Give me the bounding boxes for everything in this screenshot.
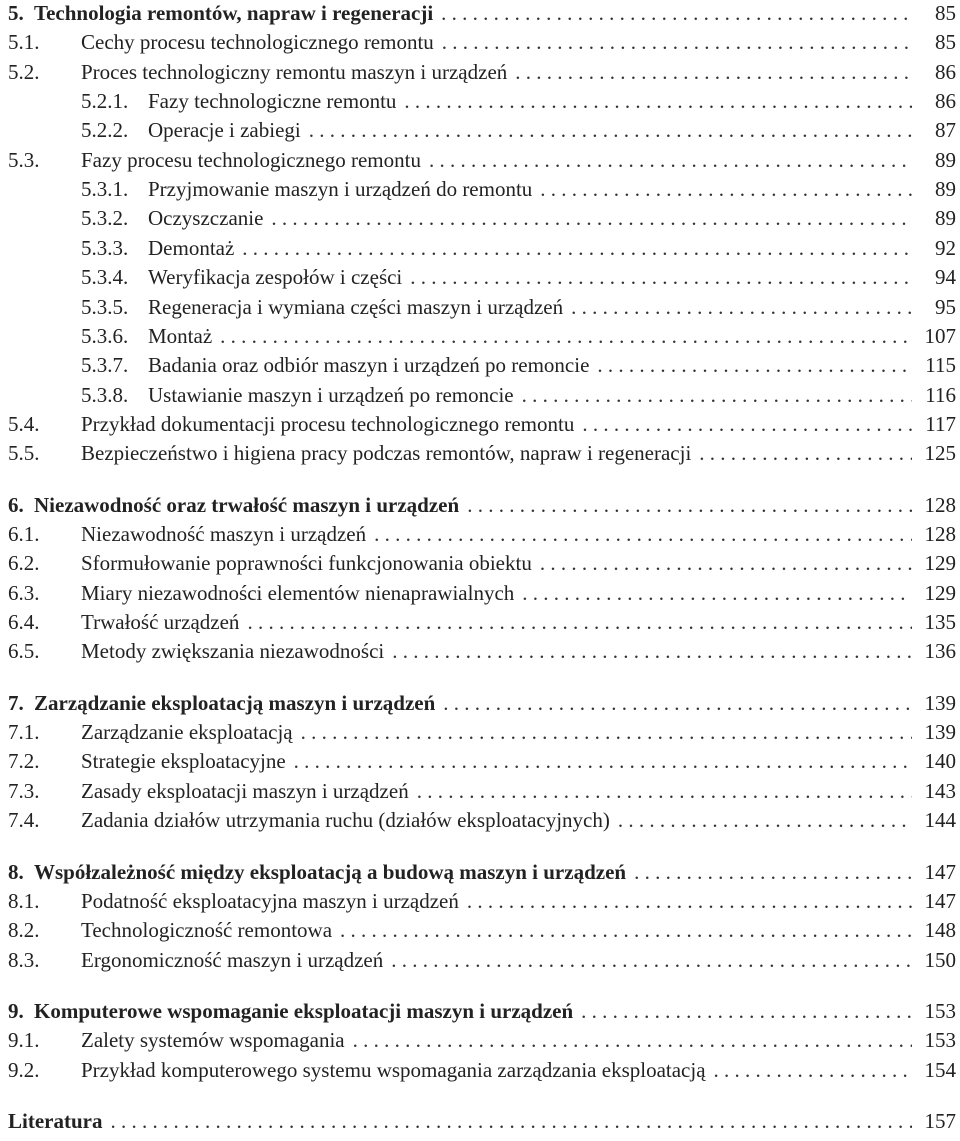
toc-page-number: 89 bbox=[935, 177, 956, 202]
toc-title: Regeneracja i wymiana części maszyn i urządzeń bbox=[148, 294, 564, 319]
toc-entry[interactable] bbox=[8, 351, 956, 379]
toc-title: Literatura bbox=[8, 1108, 103, 1133]
toc-title: Miary niezawodności elementów nienaprawialnych bbox=[81, 580, 515, 605]
toc-title: Metody zwiększania niezawodności bbox=[81, 639, 385, 664]
toc-page-number: 148 bbox=[924, 918, 956, 943]
toc-page-number: 116 bbox=[925, 382, 956, 407]
toc-page-number: 94 bbox=[935, 265, 956, 290]
toc-title: Technologia remontów, napraw i regeneracji bbox=[34, 1, 434, 25]
toc-page-number: 117 bbox=[925, 411, 956, 436]
dot-leader bbox=[443, 689, 912, 717]
toc-number: 6.2. bbox=[8, 551, 40, 576]
toc-title: Badania oraz odbiór maszyn i urządzeń po remoncie bbox=[148, 353, 590, 378]
dot-leader bbox=[714, 1056, 912, 1084]
toc-entry[interactable] bbox=[8, 87, 956, 115]
toc-title: Przykład komputerowego systemu wspomagania zarządzania eksploatacją bbox=[81, 1057, 706, 1082]
toc-number: 9.2. bbox=[8, 1057, 40, 1082]
toc-page-number: 144 bbox=[924, 808, 956, 833]
dot-leader bbox=[441, 0, 912, 27]
toc-title: Zasady eksploatacji maszyn i urządzeń bbox=[81, 778, 409, 803]
toc-title: Podatność eksploatacyjna maszyn i urządzeń bbox=[81, 888, 459, 913]
toc-entry[interactable] bbox=[8, 549, 956, 577]
dot-leader bbox=[110, 1107, 912, 1135]
toc-entry[interactable] bbox=[8, 58, 956, 86]
toc-number: 8. bbox=[8, 859, 24, 884]
toc-number: 7. bbox=[8, 690, 24, 715]
toc-entry[interactable] bbox=[8, 263, 956, 291]
toc-chapter[interactable] bbox=[8, 0, 956, 27]
dot-leader bbox=[442, 28, 912, 56]
toc-entry[interactable] bbox=[8, 1026, 956, 1054]
toc-entry[interactable] bbox=[8, 410, 956, 438]
toc-title: Bezpieczeństwo i higiena pracy podczas remontów, napraw i regeneracji bbox=[81, 441, 692, 466]
toc-page-number: 128 bbox=[924, 522, 956, 546]
dot-leader bbox=[353, 1026, 912, 1054]
toc-entry[interactable] bbox=[8, 946, 956, 974]
toc-page-number: 85 bbox=[935, 1, 956, 25]
dot-leader bbox=[618, 806, 912, 834]
toc-entry[interactable] bbox=[8, 887, 956, 915]
toc-title: Przyjmowanie maszyn i urządzeń do remontu bbox=[148, 177, 533, 202]
dot-leader bbox=[467, 887, 912, 915]
dot-leader bbox=[220, 322, 912, 350]
toc-number: 5.3.1. bbox=[81, 177, 129, 202]
toc-page-number: 107 bbox=[924, 323, 956, 348]
toc-entry[interactable] bbox=[8, 637, 956, 665]
toc-number: 6.3. bbox=[8, 580, 40, 605]
toc-page-number: 86 bbox=[935, 59, 956, 84]
toc-page-number: 85 bbox=[935, 30, 956, 55]
dot-leader bbox=[515, 58, 912, 86]
toc-title: Oczyszczanie bbox=[148, 206, 264, 231]
toc-entry[interactable] bbox=[8, 579, 956, 607]
dot-leader bbox=[540, 175, 912, 203]
toc-title: Zarządzanie eksploatacją bbox=[81, 720, 293, 745]
toc-number: 6. bbox=[8, 492, 24, 517]
toc-entry[interactable] bbox=[8, 1056, 956, 1084]
toc-page-number: 139 bbox=[924, 690, 956, 715]
dot-leader bbox=[429, 146, 912, 174]
dot-leader bbox=[309, 116, 912, 144]
toc-page-number: 153 bbox=[924, 1028, 956, 1053]
toc-number: 8.1. bbox=[8, 888, 40, 913]
toc-number: 5.4. bbox=[8, 411, 40, 436]
toc-number: 7.2. bbox=[8, 749, 40, 774]
toc-entry[interactable] bbox=[8, 116, 956, 144]
toc-title: Komputerowe wspomaganie eksploatacji maszyn i urządzeń bbox=[34, 998, 574, 1023]
toc-entry[interactable] bbox=[8, 718, 956, 746]
toc-title: Ustawianie maszyn i urządzeń po remoncie bbox=[148, 382, 514, 407]
toc-entry[interactable] bbox=[8, 204, 956, 232]
toc-page-number: 115 bbox=[925, 353, 956, 378]
toc-title: Współzależność między eksploatacją a budową maszyn i urządzeń bbox=[34, 859, 627, 884]
dot-leader bbox=[540, 549, 912, 577]
toc-number: 6.4. bbox=[8, 610, 40, 634]
toc-title: Strategie eksploatacyjne bbox=[81, 749, 286, 774]
dot-leader bbox=[242, 234, 912, 262]
dot-leader bbox=[340, 916, 912, 944]
toc-number: 5.3.4. bbox=[81, 265, 129, 290]
toc-number: 9.1. bbox=[8, 1028, 40, 1053]
toc-number: 5.1. bbox=[8, 30, 40, 55]
toc-number: 8.2. bbox=[8, 918, 40, 943]
toc-title: Niezawodność maszyn i urządzeń bbox=[81, 522, 367, 546]
toc-number: 8.3. bbox=[8, 947, 40, 972]
toc-page-number: 143 bbox=[924, 778, 956, 803]
toc-page-number: 125 bbox=[924, 441, 956, 466]
toc-title: Cechy procesu technologicznego remontu bbox=[81, 30, 434, 55]
toc-number: 6.1. bbox=[8, 522, 40, 546]
toc-entry[interactable] bbox=[8, 175, 956, 203]
toc-chapter[interactable] bbox=[8, 1107, 956, 1135]
toc-title: Operacje i zabiegi bbox=[148, 118, 301, 143]
toc-page-number: 150 bbox=[924, 947, 956, 972]
toc-page-number: 129 bbox=[924, 551, 956, 576]
toc-entry[interactable] bbox=[8, 381, 956, 409]
toc-number: 6.5. bbox=[8, 639, 40, 664]
toc-title: Zadania działów utrzymania ruchu (działów eksploatacyjnych) bbox=[81, 808, 610, 833]
toc-title: Zarządzanie eksploatacją maszyn i urządzeń bbox=[34, 690, 436, 715]
toc-page-number: 86 bbox=[935, 89, 956, 114]
dot-leader bbox=[294, 747, 912, 775]
toc-title: Fazy technologiczne remontu bbox=[148, 89, 397, 114]
toc-number: 5.3.3. bbox=[81, 235, 129, 260]
dot-leader bbox=[581, 997, 912, 1025]
toc-number: 7.3. bbox=[8, 778, 40, 803]
toc-title: Sformułowanie poprawności funkcjonowania obiektu bbox=[81, 551, 532, 576]
toc-title: Przykład dokumentacji procesu technologicznego remontu bbox=[81, 411, 575, 436]
toc-entry[interactable] bbox=[8, 608, 956, 636]
toc-page-number: 139 bbox=[924, 720, 956, 745]
toc-entry[interactable] bbox=[8, 520, 956, 548]
dot-leader bbox=[410, 263, 912, 291]
toc-number: 7.1. bbox=[8, 720, 40, 745]
dot-leader bbox=[634, 858, 912, 886]
toc-number: 5.2.2. bbox=[81, 118, 129, 143]
dot-leader bbox=[522, 579, 912, 607]
toc-entry[interactable] bbox=[8, 146, 956, 174]
dot-leader bbox=[392, 637, 912, 665]
toc-entry[interactable] bbox=[8, 777, 956, 805]
toc-page-number: 92 bbox=[935, 235, 956, 260]
toc-number: 5.3.6. bbox=[81, 323, 129, 348]
toc-number: 5.3. bbox=[8, 147, 40, 172]
toc-page-number: 128 bbox=[924, 492, 956, 517]
toc-title: Technologiczność remontowa bbox=[81, 918, 333, 943]
toc-title: Weryfikacja zespołów i części bbox=[148, 265, 403, 290]
toc-page-number: 140 bbox=[924, 749, 956, 774]
toc-page-number: 129 bbox=[924, 580, 956, 605]
toc-entry[interactable] bbox=[8, 293, 956, 321]
toc-title: Montaż bbox=[148, 323, 213, 348]
dot-leader bbox=[522, 381, 912, 409]
toc-title: Trwałość urządzeń bbox=[81, 610, 240, 634]
toc-page-number: 147 bbox=[924, 888, 956, 913]
dot-leader bbox=[404, 87, 912, 115]
toc-number: 5.5. bbox=[8, 441, 40, 466]
toc-page-number: 157 bbox=[924, 1108, 956, 1133]
dot-leader bbox=[582, 410, 912, 438]
dot-leader bbox=[699, 439, 912, 467]
toc-number: 9. bbox=[8, 998, 24, 1023]
toc-title: Ergonomiczność maszyn i urządzeń bbox=[81, 947, 384, 972]
dot-leader bbox=[374, 520, 912, 548]
toc-title: Proces technologiczny remontu maszyn i urządzeń bbox=[81, 59, 508, 84]
toc-entry[interactable] bbox=[8, 747, 956, 775]
toc-page-number: 135 bbox=[924, 610, 956, 634]
toc-number: 5.3.8. bbox=[81, 382, 129, 407]
toc-number: 7.4. bbox=[8, 808, 40, 833]
toc-chapter[interactable] bbox=[8, 858, 956, 886]
toc-entry[interactable] bbox=[8, 28, 956, 56]
toc-entry[interactable] bbox=[8, 234, 956, 262]
toc-page-number: 89 bbox=[935, 147, 956, 172]
dot-leader bbox=[417, 777, 912, 805]
dot-leader bbox=[391, 946, 912, 974]
toc-number: 5.3.5. bbox=[81, 294, 129, 319]
toc-chapter[interactable] bbox=[8, 491, 956, 519]
toc-number: 5.2. bbox=[8, 59, 40, 84]
toc-number: 5. bbox=[8, 1, 24, 25]
toc-number: 5.2.1. bbox=[81, 89, 129, 114]
toc-entry[interactable] bbox=[8, 322, 956, 350]
toc-chapter[interactable] bbox=[8, 689, 956, 717]
dot-leader bbox=[247, 608, 912, 636]
toc-title: Zalety systemów wspomagania bbox=[81, 1028, 345, 1053]
toc-number: 5.3.2. bbox=[81, 206, 129, 231]
dot-leader bbox=[597, 351, 912, 379]
toc-page-number: 87 bbox=[935, 118, 956, 143]
toc-page-number: 154 bbox=[924, 1057, 956, 1082]
dot-leader bbox=[301, 718, 912, 746]
toc-entry[interactable] bbox=[8, 916, 956, 944]
toc-entry[interactable] bbox=[8, 439, 956, 467]
toc-page-number: 147 bbox=[924, 859, 956, 884]
toc-entry[interactable] bbox=[8, 806, 956, 834]
dot-leader bbox=[571, 293, 912, 321]
toc-chapter[interactable] bbox=[8, 997, 956, 1025]
toc-title: Niezawodność oraz trwałość maszyn i urządzeń bbox=[34, 492, 460, 517]
dot-leader bbox=[271, 204, 912, 232]
dot-leader bbox=[467, 491, 912, 519]
toc-page-number: 95 bbox=[935, 294, 956, 319]
toc-title: Fazy procesu technologicznego remontu bbox=[81, 147, 421, 172]
toc-title: Demontaż bbox=[148, 235, 235, 260]
toc-number: 5.3.7. bbox=[81, 353, 129, 378]
toc-page-number: 89 bbox=[935, 206, 956, 231]
toc-page-number: 136 bbox=[924, 639, 956, 664]
toc-page-number: 153 bbox=[924, 998, 956, 1023]
